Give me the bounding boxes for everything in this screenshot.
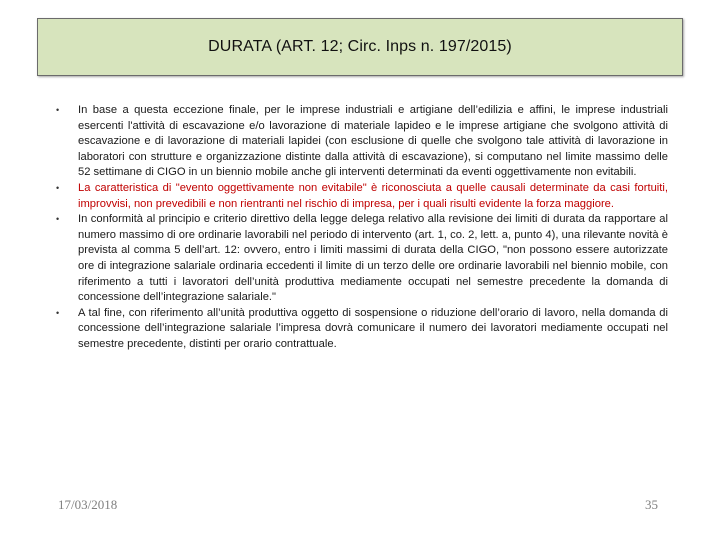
footer-date: 17/03/2018 — [58, 497, 118, 512]
bullet-text: A tal fine, con riferimento all’unità produttiva oggetto di sospensione o riduzione dell’orario di lavoro, nella domanda di concessione dell’integrazione salariale l’impresa dovrà comunicare il numero dei lavoratori mediamente occupati nel semestre precedente, distinti per orario contrattuale. — [78, 306, 668, 350]
bullet-list — [56, 103, 668, 353]
bullet-dot-icon: • — [56, 105, 60, 115]
title-box — [37, 18, 683, 76]
bullet-dot-icon: • — [56, 214, 60, 225]
bullet-text: In conformità al principio e criterio direttivo della legge delega relativo alla revisione dei limiti di durata da rapportare al numero massimo di ore ordinarie lavorabili nel periodo di intervento (art. 1, co. 2, lett. a, punto 4), una rilevante novità è prevista al comma 5 dell’art. 12: ovvero, entro i limiti massimi di durata della CIGO, "non possono essere autorizzate ore di integrazione salariale ordinaria eccedenti il limite di un terzo delle ore ordinarie lavorabili nel biennio mobile, con riferimento a tutti i lavoratori dell’unità produttiva mediamente occupati nel semestre precedente la domanda di concessione dell’integrazione salariale." — [78, 213, 668, 304]
bullet-text: In base a questa eccezione finale, per le imprese industriali e artigiane dell’edilizia e affini, le imprese industriali esercenti l'attività di escavazione e/o lavorazione di materiale lapideo e le imprese artigiane che svolgono attività di escavazione e di lavorazione di materiali lapidei (con esclusione di quelle che svolgono tale attività di lavorazione in laboratori con strutture e organizzazione distinte dalla attività di escavazione), si computano nel limite massimo delle 52 settimane di CIGO in un biennio mobile anche gli interventi determinati da eventi oggettivamente non evitabili. — [78, 104, 668, 179]
bullet-item-2 — [56, 181, 668, 212]
slide-title: DURATA (ART. 12; Circ. Inps n. 197/2015) — [208, 38, 512, 55]
bullet-text: La caratteristica di "evento oggettivamente non evitabile" è riconosciuta a quelle causali determinate da casi fortuiti, improvvisi, non prevedibili e non rientranti nel rischio di impresa, per i quali risulti evidente la forza maggiore. — [78, 181, 668, 210]
bullet-dot-icon: • — [56, 182, 60, 193]
bullet-dot-icon: • — [56, 307, 60, 318]
page-number: 35 — [645, 497, 658, 512]
bullet-item-3 — [56, 212, 668, 306]
bullet-item-4 — [56, 306, 668, 353]
bullet-item-1 — [56, 103, 668, 181]
